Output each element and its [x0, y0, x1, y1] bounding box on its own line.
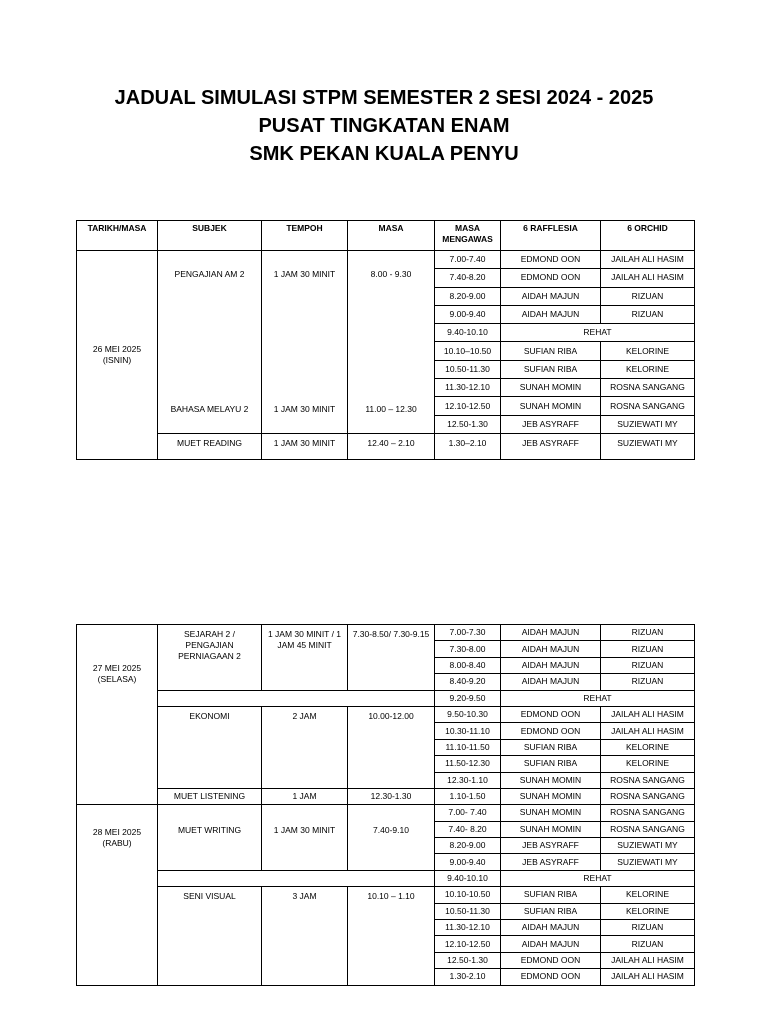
invigilator-rafflesia: JEB ASYRAFF: [501, 854, 601, 870]
time-cell: 10.10-10.50: [435, 887, 501, 903]
table-row: [77, 706, 695, 722]
invigilator-orchid: KELORINE: [601, 360, 695, 378]
invigilator-rafflesia: AIDAH MAJUN: [501, 674, 601, 690]
date-cell: 27 MEI 2025 (SELASA): [77, 625, 158, 805]
time-cell: 7.30-8.00: [435, 641, 501, 657]
invigilator-orchid: JAILAH ALI HASIM: [601, 723, 695, 739]
col-header-tarikh: TARIKH/MASA: [77, 221, 158, 251]
time-cell: 12.50-1.30: [435, 952, 501, 968]
masa-cell: 10.00-12.00: [348, 706, 435, 788]
invigilator-rafflesia: EDMOND OON: [501, 269, 601, 287]
time-cell: 12.10-12.50: [435, 936, 501, 952]
invigilator-orchid: SUZIEWATI MY: [601, 854, 695, 870]
time-cell: 9.20-9.50: [435, 690, 501, 706]
time-cell: 10.10–10.50: [435, 342, 501, 360]
time-cell: 9.00-9.40: [435, 305, 501, 323]
invigilator-orchid: SUZIEWATI MY: [601, 415, 695, 433]
invigilator-orchid: KELORINE: [601, 903, 695, 919]
invigilator-rafflesia: EDMOND OON: [501, 706, 601, 722]
invigilator-orchid: RIZUAN: [601, 920, 695, 936]
col-header-masa: MASA: [348, 221, 435, 251]
invigilator-orchid: RIZUAN: [601, 287, 695, 305]
invigilator-orchid: ROSNA SANGANG: [601, 805, 695, 821]
schedule-table-1: [76, 220, 695, 460]
invigilator-orchid: ROSNA SANGANG: [601, 379, 695, 397]
tempoh-cell: 2 JAM: [262, 706, 348, 788]
invigilator-rafflesia: AIDAH MAJUN: [501, 657, 601, 673]
date-cell: 28 MEI 2025 (RABU): [77, 805, 158, 985]
masa-cell: 10.10 – 1.10: [348, 887, 435, 985]
document-title-line3: SMK PEKAN KUALA PENYU: [249, 143, 519, 165]
invigilator-orchid: ROSNA SANGANG: [601, 772, 695, 788]
invigilator-rafflesia: EDMOND OON: [501, 251, 601, 269]
tempoh-cell: 1 JAM 30 MINIT / 1 JAM 45 MINIT: [262, 625, 348, 691]
invigilator-rafflesia: SUNAH MOMIN: [501, 805, 601, 821]
time-cell: 11.10-11.50: [435, 739, 501, 755]
time-cell: 1.30–2.10: [435, 433, 501, 459]
invigilator-rafflesia: JEB ASYRAFF: [501, 415, 601, 433]
invigilator-orchid: JAILAH ALI HASIM: [601, 251, 695, 269]
masa-cell: 7.30-8.50/ 7.30-9.15: [348, 625, 435, 691]
invigilator-orchid: SUZIEWATI MY: [601, 838, 695, 854]
table-row: [77, 870, 695, 886]
break-cell: REHAT: [501, 870, 695, 886]
break-cell: REHAT: [501, 324, 695, 342]
invigilator-rafflesia: JEB ASYRAFF: [501, 838, 601, 854]
invigilator-orchid: KELORINE: [601, 342, 695, 360]
subject-cell: EKONOMI: [158, 706, 262, 788]
time-cell: 12.30-1.10: [435, 772, 501, 788]
invigilator-rafflesia: SUFIAN RIBA: [501, 756, 601, 772]
invigilator-orchid: KELORINE: [601, 887, 695, 903]
time-cell: 7.00- 7.40: [435, 805, 501, 821]
subject-cell: PENGAJIAN AM 2: [158, 251, 262, 397]
invigilator-orchid: JAILAH ALI HASIM: [601, 269, 695, 287]
invigilator-orchid: RIZUAN: [601, 305, 695, 323]
time-cell: 10.50-11.30: [435, 903, 501, 919]
masa-cell: 12.30-1.30: [348, 788, 435, 804]
table-row: [77, 690, 695, 706]
break-cell: REHAT: [501, 690, 695, 706]
invigilator-orchid: JAILAH ALI HASIM: [601, 706, 695, 722]
time-cell: 1.10-1.50: [435, 788, 501, 804]
time-cell: 7.00-7.40: [435, 251, 501, 269]
date-cell: 26 MEI 2025 (ISNIN): [77, 251, 158, 460]
subject-cell: MUET WRITING: [158, 805, 262, 871]
time-cell: 8.20-9.00: [435, 287, 501, 305]
table-row: [77, 625, 695, 641]
invigilator-orchid: KELORINE: [601, 739, 695, 755]
time-cell: 8.40-9.20: [435, 674, 501, 690]
tempoh-cell: 1 JAM 30 MINIT: [262, 433, 348, 459]
tempoh-cell: 1 JAM 30 MINIT: [262, 397, 348, 434]
invigilator-orchid: ROSNA SANGANG: [601, 821, 695, 837]
invigilator-rafflesia: AIDAH MAJUN: [501, 305, 601, 323]
time-cell: 1.30-2.10: [435, 969, 501, 985]
document-title-line2: PUSAT TINGKATAN ENAM: [258, 115, 510, 137]
time-cell: 11.30-12.10: [435, 379, 501, 397]
invigilator-orchid: KELORINE: [601, 756, 695, 772]
invigilator-rafflesia: SUFIAN RIBA: [501, 887, 601, 903]
col-header-tempoh: TEMPOH: [262, 221, 348, 251]
tempoh-cell: 1 JAM 30 MINIT: [262, 805, 348, 871]
time-cell: 9.50-10.30: [435, 706, 501, 722]
time-cell: 7.00-7.30: [435, 625, 501, 641]
invigilator-rafflesia: JEB ASYRAFF: [501, 433, 601, 459]
masa-cell: 12.40 – 2.10: [348, 433, 435, 459]
document-title-line1: JADUAL SIMULASI STPM SEMESTER 2 SESI 2024 - 2025: [114, 87, 654, 109]
masa-cell: 8.00 - 9.30: [348, 251, 435, 397]
table-row: [77, 887, 695, 903]
time-cell: 8.20-9.00: [435, 838, 501, 854]
time-cell: 11.30-12.10: [435, 920, 501, 936]
table-row: [77, 433, 695, 459]
col-header-orchid: 6 ORCHID: [601, 221, 695, 251]
time-cell: 8.00-8.40: [435, 657, 501, 673]
invigilator-rafflesia: AIDAH MAJUN: [501, 625, 601, 641]
masa-cell: 7.40-9.10: [348, 805, 435, 871]
invigilator-rafflesia: SUFIAN RIBA: [501, 739, 601, 755]
empty-cell: [158, 690, 435, 706]
invigilator-rafflesia: EDMOND OON: [501, 952, 601, 968]
subject-cell: MUET READING: [158, 433, 262, 459]
invigilator-orchid: SUZIEWATI MY: [601, 433, 695, 459]
empty-cell: [158, 870, 435, 886]
col-header-mengawas: MASA MENGAWAS: [435, 221, 501, 251]
invigilator-rafflesia: SUNAH MOMIN: [501, 821, 601, 837]
tempoh-cell: 1 JAM: [262, 788, 348, 804]
invigilator-orchid: RIZUAN: [601, 657, 695, 673]
invigilator-orchid: RIZUAN: [601, 625, 695, 641]
invigilator-rafflesia: AIDAH MAJUN: [501, 936, 601, 952]
invigilator-rafflesia: SUNAH MOMIN: [501, 788, 601, 804]
invigilator-rafflesia: AIDAH MAJUN: [501, 920, 601, 936]
table-row: [77, 397, 695, 415]
invigilator-rafflesia: EDMOND OON: [501, 969, 601, 985]
invigilator-rafflesia: SUNAH MOMIN: [501, 379, 601, 397]
invigilator-rafflesia: SUFIAN RIBA: [501, 360, 601, 378]
time-cell: 12.10-12.50: [435, 397, 501, 415]
tempoh-cell: 3 JAM: [262, 887, 348, 985]
schedule-table-2: [76, 624, 695, 986]
table-row: [77, 251, 695, 269]
header-row: [77, 221, 695, 251]
invigilator-orchid: RIZUAN: [601, 641, 695, 657]
time-cell: 7.40- 8.20: [435, 821, 501, 837]
tempoh-cell: 1 JAM 30 MINIT: [262, 251, 348, 397]
time-cell: 7.40-8.20: [435, 269, 501, 287]
invigilator-rafflesia: SUFIAN RIBA: [501, 903, 601, 919]
invigilator-rafflesia: SUFIAN RIBA: [501, 342, 601, 360]
time-cell: 9.40-10.10: [435, 870, 501, 886]
invigilator-rafflesia: SUNAH MOMIN: [501, 397, 601, 415]
table-row: [77, 788, 695, 804]
invigilator-orchid: RIZUAN: [601, 674, 695, 690]
time-cell: 10.50-11.30: [435, 360, 501, 378]
masa-cell: 11.00 – 12.30: [348, 397, 435, 434]
invigilator-orchid: ROSNA SANGANG: [601, 788, 695, 804]
subject-cell: BAHASA MELAYU 2: [158, 397, 262, 434]
invigilator-orchid: ROSNA SANGANG: [601, 397, 695, 415]
invigilator-orchid: RIZUAN: [601, 936, 695, 952]
time-cell: 11.50-12.30: [435, 756, 501, 772]
subject-cell: SENI VISUAL: [158, 887, 262, 985]
col-header-subjek: SUBJEK: [158, 221, 262, 251]
invigilator-rafflesia: EDMOND OON: [501, 723, 601, 739]
col-header-rafflesia: 6 RAFFLESIA: [501, 221, 601, 251]
invigilator-rafflesia: AIDAH MAJUN: [501, 641, 601, 657]
invigilator-orchid: JAILAH ALI HASIM: [601, 969, 695, 985]
subject-cell: SEJARAH 2 / PENGAJIAN PERNIAGAAN 2: [158, 625, 262, 691]
time-cell: 9.40-10.10: [435, 324, 501, 342]
invigilator-rafflesia: SUNAH MOMIN: [501, 772, 601, 788]
time-cell: 12.50-1.30: [435, 415, 501, 433]
invigilator-rafflesia: AIDAH MAJUN: [501, 287, 601, 305]
table-row: [77, 805, 695, 821]
time-cell: 10.30-11.10: [435, 723, 501, 739]
invigilator-orchid: JAILAH ALI HASIM: [601, 952, 695, 968]
subject-cell: MUET LISTENING: [158, 788, 262, 804]
time-cell: 9.00-9.40: [435, 854, 501, 870]
